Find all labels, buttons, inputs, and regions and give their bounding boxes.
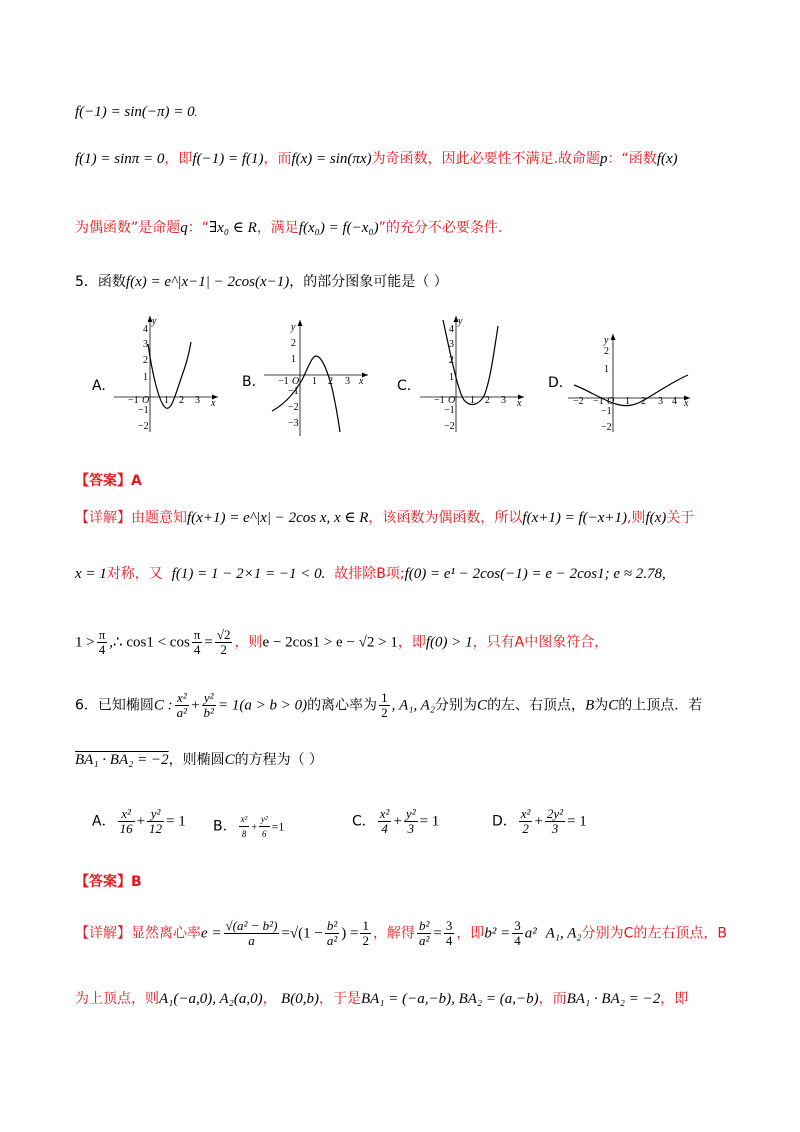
tick-3: 3 [449, 339, 454, 350]
frac: $\frac{\text{x²}}{8}$ [240, 814, 248, 839]
origin-label: O [607, 396, 615, 407]
frac-b2a2-2: $\frac{\text{b²}}{\text{a²}}$ [418, 918, 430, 948]
tick-4: 4 [143, 324, 148, 335]
tick-m1: −1 [278, 376, 289, 387]
y-arrow-icon [298, 320, 303, 326]
x-label: x [517, 398, 522, 409]
tick-x4: 4 [672, 396, 677, 407]
curve-b [272, 356, 340, 432]
tick-x1: 1 [625, 396, 630, 407]
origin-label: O [292, 376, 300, 387]
math-a1a2-coords: A₁(−a,0), A₂(a,0) [159, 991, 263, 1007]
q6-option-a[interactable]: A． $\frac{\text{x²}}{16}$ + $\frac{\text{y²}}{12}$ = 1 [92, 806, 186, 836]
q5-detail-2 [75, 565, 666, 583]
math-f-minus1: f(−1) = sin(−π) = 0 [75, 104, 195, 120]
option-d-label: D． [492, 813, 517, 830]
graph-c[interactable] [418, 312, 528, 437]
period: . [194, 108, 198, 119]
math-exists: ∃x₀ ∈ R [209, 220, 257, 236]
text-quote: ：“ [187, 220, 210, 236]
q6-stem: 6．已知椭圆C : $\frac{\text{x²}}{\text{a²}}$ + $\frac{\text{y²}}{\text{b²}}$ = 1(a > b > 0)的离心率为 $\frac{1}{2}$ , A₁, A₂分别为C的左、右顶点，B为C的上顶点．若 [75, 690, 703, 720]
text-vertex: 的左、右顶点， [487, 697, 586, 714]
tick-ym1: −1 [601, 406, 612, 417]
text-ze2: ，则 [234, 634, 263, 651]
tick-4: 4 [449, 324, 454, 335]
line-f-minus1 [75, 103, 197, 123]
text-lr-vertex: 分别为C的左右顶点，B [581, 925, 727, 942]
frac-34-2: $\frac{3}{4}$ [514, 918, 521, 948]
text-equation: 的方程为（ ） [234, 752, 324, 768]
tick-2: 2 [604, 346, 609, 357]
math-a1a2-2: A₁, A₂ [545, 925, 582, 942]
tick-x2: 2 [179, 395, 184, 406]
option-c-label: C． [352, 813, 376, 830]
text-er2: ，而 [538, 991, 567, 1007]
math-c: C : [153, 697, 173, 714]
frac-den: 4 [193, 642, 201, 657]
frac-pi-4-b [192, 628, 203, 657]
tick-x2: 2 [328, 376, 333, 387]
text-manzu: ，满足 [256, 220, 299, 236]
math-fx0: f(x₀) = f(−x₀) [298, 220, 379, 236]
math-f1-neg: f(1) = 1 − 2×1 = −1 < 0. [171, 566, 326, 582]
math-vectors: BA₁ = (−a,−b), BA₂ = (a,−b) [360, 991, 539, 1007]
frac-den: a² [176, 705, 188, 720]
tick-ym2: −2 [138, 421, 149, 432]
tick-x2: 2 [485, 395, 490, 406]
tick-ym2: −2 [288, 402, 299, 413]
option-a-label[interactable]: A. [92, 378, 106, 394]
tick-x1: 1 [470, 395, 475, 406]
math-b-coord: B(0,b) [281, 991, 319, 1007]
option-d-label[interactable]: D. [548, 375, 564, 391]
text-ji2: ，即 [397, 634, 426, 651]
frac-den: 2 [381, 705, 388, 720]
frac-half [379, 691, 390, 720]
curve-a [148, 342, 191, 408]
math-1gt: 1 > [75, 634, 95, 651]
frac-den: b² [203, 705, 214, 720]
text-yushi: ，于是 [318, 991, 361, 1007]
q6-answer: 【答案】B [75, 874, 142, 890]
math-C2: C [608, 697, 619, 714]
math-dot: BA₁ · BA₂ = −2 [75, 752, 169, 768]
math-q: q [180, 220, 188, 236]
q6-label: 6．已知椭圆 [75, 697, 154, 714]
frac-half2: $\frac{1}{2}$ [362, 918, 369, 948]
option-b-label: B． [213, 818, 237, 835]
tick-x3: 3 [195, 395, 200, 406]
text-ji4: ，即 [660, 991, 689, 1007]
math-B: B [585, 697, 595, 714]
q5-stem [75, 273, 448, 291]
tick-ym3: −3 [288, 418, 299, 429]
tick-1: 1 [604, 364, 609, 375]
frac-pi-4 [97, 628, 108, 657]
tick-ym1: −1 [288, 386, 299, 397]
math-fx: f(x) [645, 510, 667, 526]
x-label: x [211, 398, 216, 409]
q5-label: 5．函数 [75, 274, 126, 290]
math-f0: f(0) = e¹ − 2cos(−1) = e − 2cos1; e ≈ 2.78, [404, 566, 666, 582]
frac: $\frac{\text{x²}}{4}$ [379, 806, 390, 836]
frac-num: π [193, 627, 201, 642]
y-arrow-icon [611, 334, 616, 340]
frac-den: 4 [98, 642, 106, 657]
math-f0gt1: f(0) > 1 [425, 634, 473, 651]
math-p: p [600, 151, 608, 167]
text-top-vertex: 的上顶点．若 [618, 697, 703, 714]
tick-x3: 3 [345, 376, 350, 387]
tick-m1: −1 [593, 396, 604, 407]
q5-detail-1 [75, 509, 694, 527]
math-cond: = 1(a > b > 0) [217, 697, 308, 714]
y-label: y [604, 335, 609, 346]
text-odd: 为奇函数，因此必要性不满足.故命题 [371, 151, 601, 167]
math-f1: f(1) = sinπ = 0 [75, 151, 165, 167]
text-ji3: ，即 [456, 925, 485, 942]
tick-3: 3 [143, 339, 148, 350]
origin-label: O [142, 395, 150, 406]
tick-m1: −1 [434, 395, 445, 406]
graph-a[interactable] [112, 312, 222, 437]
graph-d[interactable] [566, 330, 694, 435]
q6-detail-2 [75, 990, 688, 1008]
math-symmetric: f(x+1) = f(−x+1) [522, 510, 628, 526]
frac: $\frac{\text{y²}}{6}$ [260, 814, 268, 839]
q6-option-d[interactable]: D． $\frac{\text{x²}}{2}$ + $\frac{\text{2y²}}{3}$ = 1 [492, 806, 587, 836]
q6-option-c[interactable]: C． $\frac{\text{x²}}{4}$ + $\frac{\text{y²}}{3}$ = 1 [352, 806, 440, 836]
math-cos1: ,∴ cos1 < cos [109, 634, 190, 651]
tick-2: 2 [143, 355, 148, 366]
math-x1: x = 1 [75, 566, 107, 582]
math-C: C [477, 697, 488, 714]
text-even: 为偶函数”是命题 [75, 220, 181, 236]
q5-answer: 【答案】A [75, 473, 142, 489]
tick-ym1: −1 [138, 405, 149, 416]
q5-function: f(x) = e^|x−1| − 2cos(x−1) [125, 274, 290, 290]
frac: $\frac{\text{x²}}{16}$ [119, 806, 133, 836]
math-fx: f(x) [656, 151, 678, 167]
frac-num: √2 [216, 627, 231, 642]
text-guanyu: 关于 [666, 510, 695, 526]
option-c-label[interactable]: C. [397, 378, 412, 394]
frac-num: π [98, 627, 106, 642]
x-label: x [684, 398, 689, 409]
tick-1: 1 [291, 354, 296, 365]
y-label: y [291, 322, 296, 333]
tick-x2: 2 [641, 396, 646, 407]
option-a-label: A． [92, 813, 116, 830]
frac-num: y² [202, 691, 216, 706]
q6-stem-2 [75, 751, 323, 769]
tick-m2: −2 [573, 396, 584, 407]
tick-ym2: −2 [444, 421, 455, 432]
tick-x1: 1 [312, 376, 317, 387]
text-er: ，而 [263, 151, 292, 167]
graph-b[interactable] [262, 318, 372, 438]
math-a1a2: , A₁, A₂ [391, 697, 436, 714]
text-exclude-b: 故排除B项; [334, 566, 405, 582]
x-label: x [359, 376, 364, 387]
frac-den: 2 [220, 642, 227, 657]
text-only-a: ，只有A中图象符合， [472, 634, 609, 651]
tick-2: 2 [449, 355, 454, 366]
tick-1: 1 [143, 372, 148, 383]
text-ji: ，即 [164, 151, 193, 167]
text-even-func: ，该函数为偶函数，所以 [368, 510, 523, 526]
math-fx1: f(x+1) = e^|x| − 2cos x, x ∈ R [187, 510, 369, 526]
frac: $\frac{\text{y²}}{12}$ [149, 806, 163, 836]
math-ineq: e − 2cos1 > e − √2 > 1 [262, 634, 398, 651]
comma: ， [262, 991, 277, 1007]
frac-34: $\frac{3}{4}$ [445, 918, 453, 948]
line-f1 [75, 150, 678, 168]
text-duichen: 对称，又 [106, 566, 163, 582]
frac-y2-b2 [202, 691, 216, 720]
frac: $\frac{\text{2y²}}{3}$ [546, 806, 564, 836]
text-ellipse: ，则椭圆 [168, 752, 225, 768]
y-label: y [458, 316, 463, 327]
text-fenbie: 分别为 [435, 697, 478, 714]
option-b-label[interactable]: B. [242, 374, 257, 390]
detail-label: 【详解】由题意知 [75, 510, 187, 526]
text-ze: ,则 [627, 510, 646, 526]
math-f-eq: f(−1) = f(1) [192, 151, 264, 167]
q6-detail-1: 【详解】显然离心率e = $\frac{\text{√(a² − b²)}}{a}$ =√(1 − $\frac{\text{b²}}{\text{a²}}$ ) = $\frac{1}{2}$ ，解得 $\frac{\text{b²}}{\text{a²}}$ = $\frac{3}{4}$ ，即b² = $\frac{3}{4}$ a² A₁, A₂分别为C的左右顶点，B [75, 918, 727, 948]
tick-ym1: −1 [444, 405, 455, 416]
origin-label: O [448, 395, 456, 406]
frac-ecc: $\frac{\text{√(a² − b²)}}{a}$ [225, 918, 278, 948]
text-jiede: ，解得 [372, 925, 415, 942]
tick-x1: 1 [164, 395, 169, 406]
tick-x3: 3 [658, 396, 663, 407]
math-C3: C [224, 752, 235, 768]
frac-b2a2: $\frac{\text{b²}}{\text{a²}}$ [326, 918, 338, 948]
curve-d [574, 375, 688, 406]
text-hanshu: ：“函数 [607, 151, 657, 167]
q6-option-b[interactable]: B． $\frac{\text{x²}}{8}$ + $\frac{\text{y²}}{6}$ =1 [213, 814, 285, 839]
tick-1: 1 [449, 372, 454, 383]
text-ecc: 的离心率为 [307, 697, 378, 714]
tick-ym2: −2 [601, 422, 612, 433]
math-dot2: BA₁ · BA₂ = −2 [566, 991, 661, 1007]
frac-num: 1 [381, 690, 388, 705]
tick-2: 2 [291, 338, 296, 349]
frac-x2-a2 [175, 691, 189, 720]
frac-num: x² [175, 691, 189, 706]
frac: $\frac{\text{x²}}{2}$ [520, 806, 531, 836]
y-label: y [152, 316, 157, 327]
text-sufficient: ”的充分不必要条件. [378, 220, 503, 236]
tick-m1: −1 [128, 395, 139, 406]
tick-x3: 3 [501, 395, 506, 406]
line-even [75, 219, 502, 237]
q5-detail-3: 1 > $\frac{\pi}{4}$ ,∴ cos1 < cos $\frac{\pi}{4}$ = $\frac{√2}{2}$ ，则e − 2cos1 > e − √2 > 1，即f(0) > 1，只有A中图象符合， [75, 627, 609, 657]
q5-question: ，的部分图象可能是（ ） [289, 274, 448, 290]
text-wei: 为 [594, 697, 609, 714]
frac: $\frac{\text{y²}}{3}$ [405, 806, 416, 836]
text-top: 为上顶点，则 [75, 991, 159, 1007]
detail-label: 【详解】显然离心率 [75, 925, 201, 942]
frac-sqrt2-2 [215, 628, 233, 657]
math-sin-pix: f(x) = sin(πx) [291, 151, 372, 167]
